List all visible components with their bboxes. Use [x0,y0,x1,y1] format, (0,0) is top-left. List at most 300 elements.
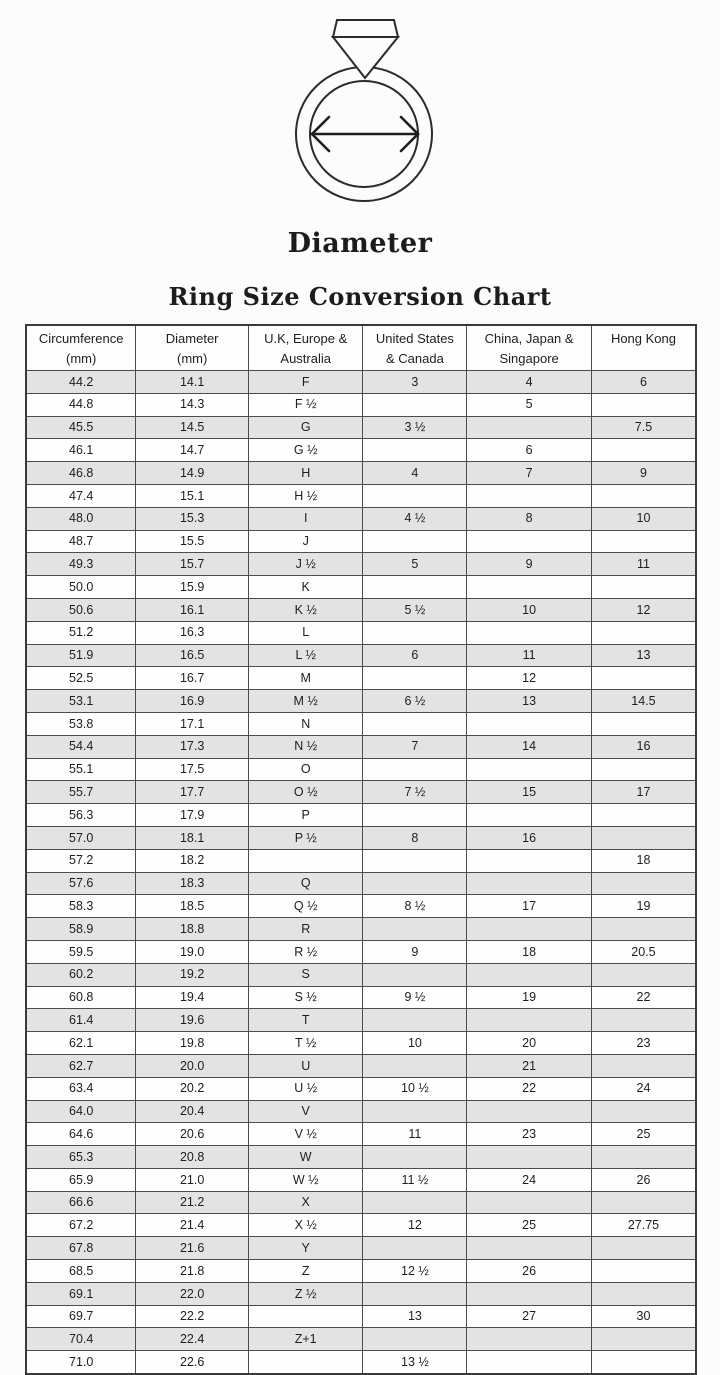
table-cell: 11 [363,1123,467,1146]
table-cell: 10 [467,598,592,621]
table-cell: F [248,371,363,394]
table-cell: 12 [363,1214,467,1237]
table-row [26,1191,696,1214]
table-row [26,530,696,553]
table-row [26,439,696,462]
table-cell [363,872,467,895]
table-cell: R [248,918,363,941]
table-row [26,1123,696,1146]
table-row [26,1054,696,1077]
table-cell: 12 [591,598,696,621]
table-cell: 22.0 [136,1282,249,1305]
table-row [26,1009,696,1032]
table-cell: M [248,667,363,690]
table-cell [591,484,696,507]
table-row [26,690,696,713]
table-cell: 22.6 [136,1351,249,1374]
table-cell: Q [248,872,363,895]
table-row [26,940,696,963]
table-cell [363,1237,467,1260]
table-cell [467,758,592,781]
table-cell: 6 [363,644,467,667]
table-cell: 10 [591,507,696,530]
table-cell: 9 ½ [363,986,467,1009]
table-cell [467,963,592,986]
table-cell: 53.8 [26,712,136,735]
table-cell: 11 ½ [363,1168,467,1191]
table-cell: 6 [591,371,696,394]
column-header-4: United States & Canada [363,325,467,371]
table-cell: 22 [591,986,696,1009]
table-cell: 17.9 [136,804,249,827]
table-cell [591,826,696,849]
table-cell: 55.7 [26,781,136,804]
table-row [26,826,696,849]
table-cell [591,804,696,827]
table-cell: 66.6 [26,1191,136,1214]
table-cell: 61.4 [26,1009,136,1032]
table-cell: 15.1 [136,484,249,507]
table-cell: 13 [467,690,592,713]
table-cell [591,1328,696,1351]
table-cell: 15.3 [136,507,249,530]
table-cell: W ½ [248,1168,363,1191]
table-cell: Z+1 [248,1328,363,1351]
table-cell: 20.5 [591,940,696,963]
table-cell: 15.7 [136,553,249,576]
table-cell [467,712,592,735]
table-cell: 44.8 [26,393,136,416]
table-cell: 27 [467,1305,592,1328]
table-cell: 7.5 [591,416,696,439]
table-row [26,1282,696,1305]
table-cell [363,667,467,690]
table-cell [363,1191,467,1214]
table-cell [591,393,696,416]
table-row [26,1168,696,1191]
table-cell: 22 [467,1077,592,1100]
table-cell [363,918,467,941]
table-cell: 71.0 [26,1351,136,1374]
table-cell [467,576,592,599]
table-cell: 21.4 [136,1214,249,1237]
table-cell: 16 [467,826,592,849]
table-row [26,416,696,439]
table-row [26,1077,696,1100]
table-cell: M ½ [248,690,363,713]
table-cell: 15.5 [136,530,249,553]
table-cell: 18 [591,849,696,872]
table-cell [467,484,592,507]
table-cell [591,758,696,781]
table-cell: 16.1 [136,598,249,621]
table-cell: 21.6 [136,1237,249,1260]
table-cell: 13 [591,644,696,667]
table-cell: 11 [591,553,696,576]
table-cell: R ½ [248,940,363,963]
table-cell [591,1260,696,1283]
table-cell [363,439,467,462]
table-cell: H ½ [248,484,363,507]
table-cell: J [248,530,363,553]
table-cell: U [248,1054,363,1077]
ring-diameter-illustration [0,0,720,218]
table-cell [591,963,696,986]
table-cell: 17.1 [136,712,249,735]
table-cell [467,1237,592,1260]
table-row [26,1351,696,1374]
table-cell [591,439,696,462]
table-cell [591,621,696,644]
table-cell: 19 [467,986,592,1009]
table-cell: K [248,576,363,599]
table-cell: 55.1 [26,758,136,781]
table-cell: 14.7 [136,439,249,462]
table-cell: 8 [467,507,592,530]
table-cell [467,1146,592,1169]
table-row [26,1328,696,1351]
table-cell: 25 [467,1214,592,1237]
table-cell: 52.5 [26,667,136,690]
table-cell: G ½ [248,439,363,462]
table-cell: 8 ½ [363,895,467,918]
table-cell: T ½ [248,1032,363,1055]
table-cell: 4 [467,371,592,394]
table-cell: 16 [591,735,696,758]
table-cell: 9 [363,940,467,963]
table-cell: P ½ [248,826,363,849]
table-row [26,1260,696,1283]
table-cell: 56.3 [26,804,136,827]
table-cell [591,1237,696,1260]
table-cell: 18.5 [136,895,249,918]
table-cell: 19.2 [136,963,249,986]
table-cell: 14.3 [136,393,249,416]
diameter-arrow-icon [312,117,418,151]
table-cell [467,849,592,872]
table-cell: 20.2 [136,1077,249,1100]
table-row [26,484,696,507]
table-cell: 64.6 [26,1123,136,1146]
column-header-2: Diameter (mm) [136,325,249,371]
table-cell: 45.5 [26,416,136,439]
table-cell [467,416,592,439]
table-cell [591,667,696,690]
table-row [26,1305,696,1328]
table-cell: 18.1 [136,826,249,849]
table-cell: 30 [591,1305,696,1328]
table-cell: 24 [467,1168,592,1191]
table-cell: 48.7 [26,530,136,553]
table-row [26,371,696,394]
column-header-3: U.K, Europe & Australia [248,325,363,371]
table-cell: 50.6 [26,598,136,621]
table-cell: 60.2 [26,963,136,986]
table-cell: 17.5 [136,758,249,781]
table-cell: 21.2 [136,1191,249,1214]
table-cell [467,918,592,941]
table-row [26,553,696,576]
table-cell: J ½ [248,553,363,576]
table-cell: 64.0 [26,1100,136,1123]
table-cell: Q ½ [248,895,363,918]
table-cell: O [248,758,363,781]
table-cell: 65.9 [26,1168,136,1191]
table-cell: 18.8 [136,918,249,941]
table-body [26,371,696,1375]
page-title: Ring Size Conversion Chart [168,282,552,311]
table-cell: 9 [591,462,696,485]
table-cell: 14 [467,735,592,758]
table-cell: 26 [467,1260,592,1283]
table-cell: 6 [467,439,592,462]
table-cell: 58.9 [26,918,136,941]
table-cell: 13 [363,1305,467,1328]
table-cell [591,918,696,941]
table-cell: 19.8 [136,1032,249,1055]
table-cell: 19.6 [136,1009,249,1032]
table-cell: 46.8 [26,462,136,485]
table-row [26,667,696,690]
table-cell [591,872,696,895]
table-cell: 54.4 [26,735,136,758]
table-row [26,576,696,599]
table-cell: 19 [591,895,696,918]
table-cell: 57.6 [26,872,136,895]
table-cell: 68.5 [26,1260,136,1283]
table-cell: 46.1 [26,439,136,462]
table-cell: 20.4 [136,1100,249,1123]
table-row [26,735,696,758]
table-cell: 67.8 [26,1237,136,1260]
table-cell [591,530,696,553]
table-cell: 16.3 [136,621,249,644]
table-cell: Y [248,1237,363,1260]
table-cell: P [248,804,363,827]
table-cell: 24 [591,1077,696,1100]
table-cell: 18.2 [136,849,249,872]
table-cell: 8 [363,826,467,849]
table-cell: 57.0 [26,826,136,849]
table-cell [467,804,592,827]
column-header-5: China, Japan & Singapore [467,325,592,371]
table-cell: 5 [467,393,592,416]
table-cell: 21.0 [136,1168,249,1191]
table-cell [363,1282,467,1305]
table-cell: 63.4 [26,1077,136,1100]
table-row [26,1146,696,1169]
table-cell [467,1191,592,1214]
table-cell: L [248,621,363,644]
table-cell [248,1351,363,1374]
table-cell: 19.0 [136,940,249,963]
table-cell: 5 [363,553,467,576]
table-cell: I [248,507,363,530]
table-row [26,644,696,667]
column-header-1: Circumference (mm) [26,325,136,371]
table-cell: 14.9 [136,462,249,485]
table-row [26,895,696,918]
table-cell [591,712,696,735]
table-cell: 17 [467,895,592,918]
table-cell [248,1305,363,1328]
table-cell: W [248,1146,363,1169]
diameter-caption: Diameter [287,228,433,259]
table-cell [467,1009,592,1032]
table-cell [467,1351,592,1374]
table-cell: 5 ½ [363,598,467,621]
table-cell [591,1054,696,1077]
table-cell: 15 [467,781,592,804]
table-cell [363,1146,467,1169]
table-cell: L ½ [248,644,363,667]
table-cell: H [248,462,363,485]
table-cell [591,576,696,599]
table-cell: 26 [591,1168,696,1191]
table-cell: 3 [363,371,467,394]
table-cell: 62.7 [26,1054,136,1077]
table-cell: S ½ [248,986,363,1009]
table-cell [591,1351,696,1374]
table-cell [363,621,467,644]
table-cell: 20.8 [136,1146,249,1169]
table-row [26,1100,696,1123]
table-cell: 69.7 [26,1305,136,1328]
table-cell: 16.9 [136,690,249,713]
table-cell: 15.9 [136,576,249,599]
table-cell [363,1328,467,1351]
table-cell [467,1328,592,1351]
table-cell: U ½ [248,1077,363,1100]
table-row [26,918,696,941]
table-cell: 67.2 [26,1214,136,1237]
table-cell: 14.5 [591,690,696,713]
table-cell: 7 [467,462,592,485]
table-cell: 65.3 [26,1146,136,1169]
table-cell: 49.3 [26,553,136,576]
table-cell [363,1100,467,1123]
table-cell: 16.7 [136,667,249,690]
table-cell: S [248,963,363,986]
table-cell: 48.0 [26,507,136,530]
table-cell [363,963,467,986]
ring-diagram-svg [270,6,450,216]
table-cell [248,849,363,872]
table-cell: 20.6 [136,1123,249,1146]
table-cell [363,484,467,507]
table-cell: 10 ½ [363,1077,467,1100]
table-cell: 6 ½ [363,690,467,713]
ring-size-conversion-table [25,324,697,1375]
table-cell [363,804,467,827]
table-cell [467,621,592,644]
table-cell: 21 [467,1054,592,1077]
table-header [26,325,696,371]
table-cell: Z ½ [248,1282,363,1305]
table-cell: 18.3 [136,872,249,895]
table-cell [591,1282,696,1305]
table-cell [363,758,467,781]
table-row [26,849,696,872]
table-cell: 16.5 [136,644,249,667]
table-cell: 20.0 [136,1054,249,1077]
table-cell: V [248,1100,363,1123]
table-cell: 14.5 [136,416,249,439]
table-cell: 11 [467,644,592,667]
table-cell: 70.4 [26,1328,136,1351]
table-cell: 3 ½ [363,416,467,439]
table-cell: K ½ [248,598,363,621]
table-cell: Z [248,1260,363,1283]
table-cell: 62.1 [26,1032,136,1055]
table-cell: 59.5 [26,940,136,963]
table-row [26,621,696,644]
table-cell: 22.2 [136,1305,249,1328]
table-row [26,462,696,485]
table-cell: 22.4 [136,1328,249,1351]
table-cell: T [248,1009,363,1032]
table-cell: 9 [467,553,592,576]
table-cell: 10 [363,1032,467,1055]
table-cell: 4 ½ [363,507,467,530]
table-cell [591,1100,696,1123]
table-cell: 51.2 [26,621,136,644]
table-cell: 23 [591,1032,696,1055]
table-cell: 12 [467,667,592,690]
table-cell [363,712,467,735]
table-cell [591,1191,696,1214]
table-cell [467,1100,592,1123]
table-cell: 13 ½ [363,1351,467,1374]
table-cell: N [248,712,363,735]
table-cell: 17.7 [136,781,249,804]
table-cell: 58.3 [26,895,136,918]
table-cell [363,849,467,872]
table-cell [467,1282,592,1305]
header-row [26,325,696,371]
table-cell: 17 [591,781,696,804]
table-cell: 20 [467,1032,592,1055]
table-cell: O ½ [248,781,363,804]
table-cell: 21.8 [136,1260,249,1283]
table-cell: F ½ [248,393,363,416]
table-cell: 60.8 [26,986,136,1009]
table-cell: 44.2 [26,371,136,394]
table-row [26,1214,696,1237]
table-row [26,758,696,781]
table-cell [591,1009,696,1032]
table-cell: 18 [467,940,592,963]
table-cell: 7 [363,735,467,758]
table-cell: X [248,1191,363,1214]
table-cell: 23 [467,1123,592,1146]
table-cell [467,872,592,895]
table-cell [363,1009,467,1032]
table-row [26,804,696,827]
table-row [26,986,696,1009]
table-cell: N ½ [248,735,363,758]
table-cell: 4 [363,462,467,485]
table-row [26,598,696,621]
table-row [26,1032,696,1055]
table-cell [363,530,467,553]
table-cell [363,393,467,416]
table-cell: 57.2 [26,849,136,872]
table-row [26,712,696,735]
table-cell [363,1054,467,1077]
table-cell: X ½ [248,1214,363,1237]
table-cell: 53.1 [26,690,136,713]
